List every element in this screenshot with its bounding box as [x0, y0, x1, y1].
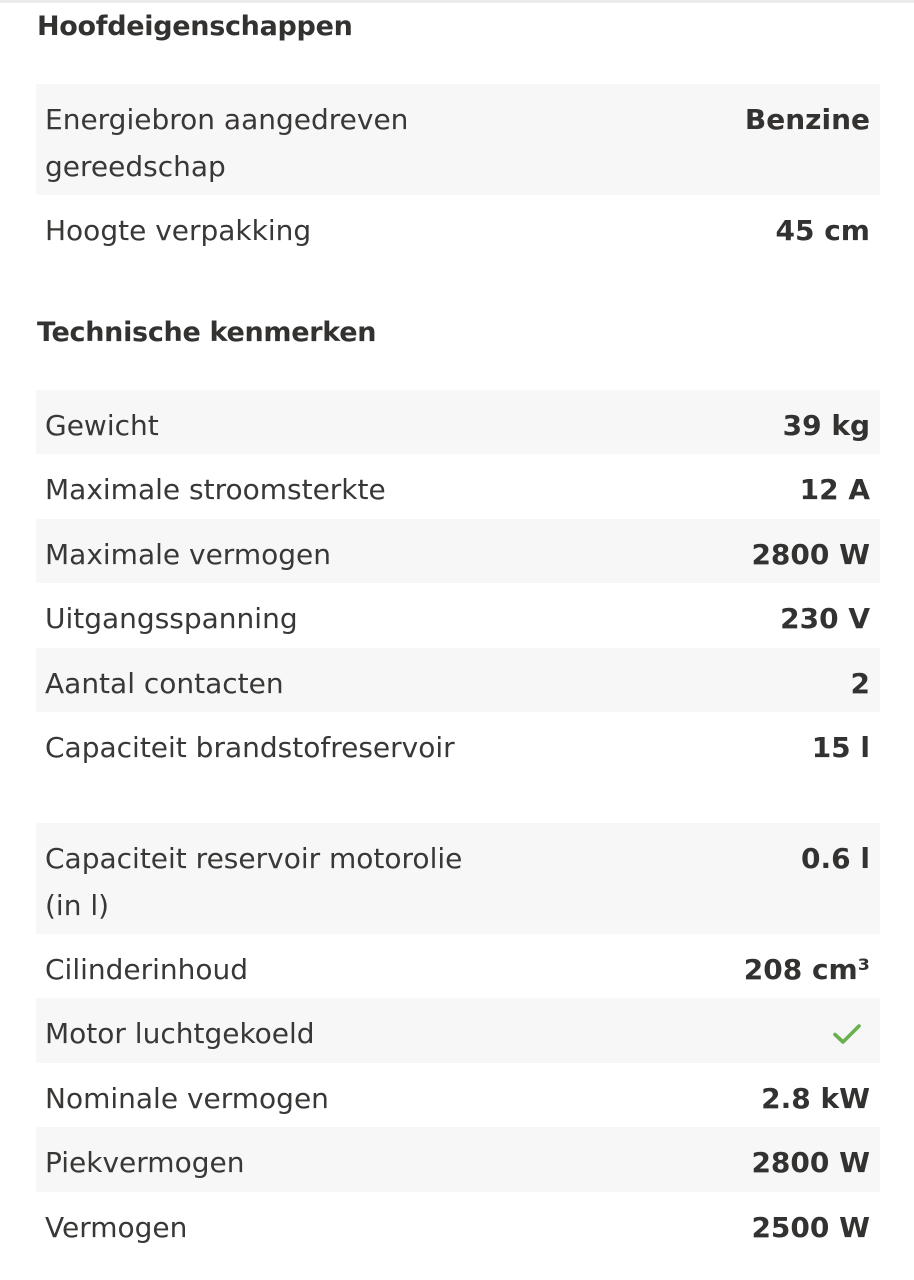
spec-label: Capaciteit brandstofreservoir: [45, 730, 455, 764]
spec-value: 45 cm: [775, 214, 870, 247]
spec-label: Capaciteit reservoir motorolie (in l): [45, 841, 463, 922]
spec-label: Gewicht: [45, 409, 159, 442]
spec-value: 2800 W: [751, 1146, 870, 1180]
spec-label: Uitgangsspanning: [45, 602, 298, 636]
section-title-technical-specs: Technische kenmerken: [37, 317, 377, 348]
spec-row-air-cooled-engine: [36, 998, 880, 1062]
spec-label: Piekvermogen: [45, 1146, 245, 1180]
spec-row-output-voltage: [36, 583, 880, 647]
spec-label: Energiebron aangedreven gereedschap: [45, 103, 409, 183]
spec-value: 230 V: [780, 602, 870, 636]
spec-label: Aantal contacten: [45, 666, 284, 700]
spec-row-peak-power: [36, 1127, 880, 1191]
spec-row-displacement: [36, 934, 880, 998]
top-divider: [0, 0, 914, 3]
spec-row-energy-source: [36, 84, 880, 195]
spec-label: Maximale stroomsterkte: [45, 473, 386, 507]
spec-row-fuel-tank-capacity: [36, 712, 880, 823]
spec-label: Maximale vermogen: [45, 537, 331, 571]
spec-label: Nominale vermogen: [45, 1081, 329, 1115]
spec-value: 2800 W: [751, 537, 870, 571]
spec-row-power: [36, 1192, 880, 1256]
spec-value: 39 kg: [782, 409, 870, 442]
spec-value: 2: [850, 666, 870, 700]
spec-value: 15 l: [811, 730, 870, 764]
spec-row-weight: [36, 390, 880, 454]
spec-label: Hoogte verpakking: [45, 214, 312, 247]
spec-label: Cilinderinhoud: [45, 952, 249, 986]
spec-value: 208 cm³: [743, 952, 870, 986]
spec-row-socket-count: [36, 648, 880, 712]
spec-row-oil-reservoir-capacity: [36, 823, 880, 934]
spec-row-max-current: [36, 454, 880, 518]
spec-row-package-height: [36, 195, 880, 259]
main-properties-table: [36, 84, 880, 259]
technical-specs-table: [36, 390, 880, 1256]
spec-row-nominal-power: [36, 1063, 880, 1127]
spec-value: 12 A: [799, 473, 870, 507]
spec-row-max-power: [36, 519, 880, 583]
checkmark-icon: [832, 1010, 864, 1057]
spec-value: 2500 W: [751, 1210, 870, 1244]
spec-value: 2.8 kW: [761, 1081, 870, 1115]
spec-label: Vermogen: [45, 1210, 188, 1244]
section-title-main-properties: Hoofdeigenschappen: [37, 11, 353, 42]
spec-value: 0.6 l: [801, 841, 870, 875]
spec-value: Benzine: [744, 103, 870, 136]
spec-value: [832, 1010, 870, 1071]
spec-label: Motor luchtgekoeld: [45, 1017, 315, 1051]
